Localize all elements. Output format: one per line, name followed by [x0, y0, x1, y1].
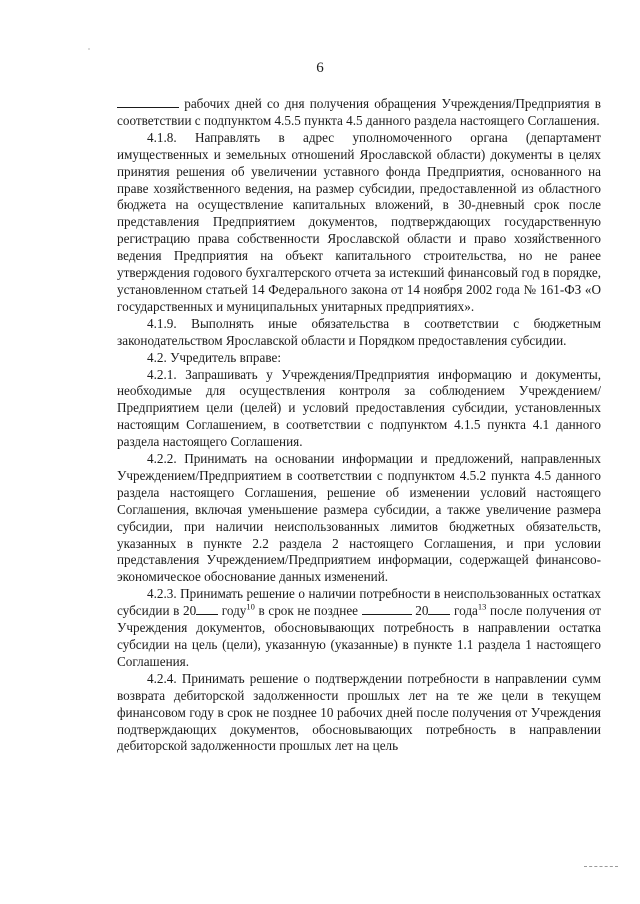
paragraph-text: в срок не позднее [254, 603, 362, 619]
blank-fill-line [428, 603, 450, 615]
paragraph-text: 20 [411, 603, 429, 619]
page-number: 6 [316, 60, 324, 76]
paragraph-text: 4.2. Учредитель вправе: [147, 349, 281, 365]
footnote-ref: 13 [477, 601, 487, 612]
paragraph-p-4-2 [117, 350, 601, 367]
paragraph-p-4-1-9 [117, 316, 601, 350]
paragraph-p-4-2-2 [117, 451, 601, 586]
paragraph-text: 4.2.1. Запрашивать у Учреждения/Предприятия информацию и документы, необходимые для осуществления контроля за соблюдением Учреждением/Предприятием цели (целей) и условий предоставления субсидии, установленных настоящим Соглашением, в соответствии с подпунктом 4.1.5 пункта 4.1 данного раздела настоящего Соглашения. [117, 366, 601, 450]
blank-fill-line [117, 96, 179, 108]
paragraph-text: 4.1.8. Направлять в адрес уполномоченного органа (департамент имущественных и земельных отношений Ярославской области) документы в целях принятия решения об увеличении уставного фонда Предприятия, основанного на праве хозяйственного ведения, на размер субсидии, предоставленной из областного бюджета на осуществление капитальных вложений, в 30-дневный срок после представления Предприятием документов, подтверждающих государственную регистрацию права собственности Ярославской области и право хозяйственного ведения Предприятия на объект капитального строительства, но не ранее утверждения годового бухгалтерского отчета за истекший финансовый год в порядке, установленном статьей 14 Федерального закона от 14 ноября 2002 года № 161-ФЗ «О государственных и муниципальных унитарных предприятиях». [117, 129, 601, 314]
document-body [117, 96, 601, 755]
scan-corner-mark [584, 866, 618, 867]
blank-fill-line [196, 603, 218, 615]
paragraph-p-4-2-4 [117, 671, 601, 756]
paragraph-text: года [450, 603, 478, 619]
scan-speck [88, 48, 90, 50]
paragraph-text: 4.2.3. Принимать решение о наличии потребности в неиспользованных остатках субсидии в 20 [117, 586, 601, 619]
paragraph-text: 4.2.4. Принимать решение о подтверждении потребности в направлении сумм возврата дебиторской задолженности прошлых лет на те же цели в текущем финансовом году в срок не позднее 10 рабочих дней после получения от Учреждения подтверждающих документов, обосновывающих потребность в направлении дебиторской задолженности прошлых лет на цель [117, 670, 601, 754]
footnote-ref: 10 [246, 601, 255, 612]
paragraph-text: рабочих дней со дня получения обращения Учреждения/Предприятия в соответствии с подпунктом 4.5.5 пункта 4.5 данного раздела настоящего Соглашения. [117, 96, 601, 128]
paragraph-cont [117, 96, 601, 130]
paragraph-text: после получения от Учреждения документов, обосновывающих потребность в направлении остатка субсидии на цель (цели), указанную (указанные) в пункте 1.1 раздела 1 настоящего Соглашения. [117, 603, 601, 669]
paragraph-p-4-2-3 [117, 586, 601, 671]
paragraph-text: 4.1.9. Выполнять иные обязательства в соответствии с бюджетным законодательством Ярославской области и Порядком предоставления субсидии. [117, 315, 601, 348]
blank-fill-line [362, 603, 412, 615]
paragraph-text: 4.2.2. Принимать на основании информации и предложений, направленных Учреждением/Предприятием в соответствии с подпунктом 4.5.2 пункта 4.5 данного раздела настоящего Соглашения, решение об изменении условий настоящего Соглашения, включая уменьшение размера субсидии, а также увеличение размера субсидии, при наличии неиспользованных лимитов бюджетных обязательств, указанных в пункте 2.2 раздела 2 настоящего Соглашения, и при условии представления Учреждением/Предприятием информации, содержащей финансово-экономическое обоснование данных изменений. [117, 451, 601, 585]
paragraph-p-4-2-1 [117, 367, 601, 452]
paragraph-p-4-1-8 [117, 130, 601, 316]
paragraph-text: году [218, 603, 247, 619]
